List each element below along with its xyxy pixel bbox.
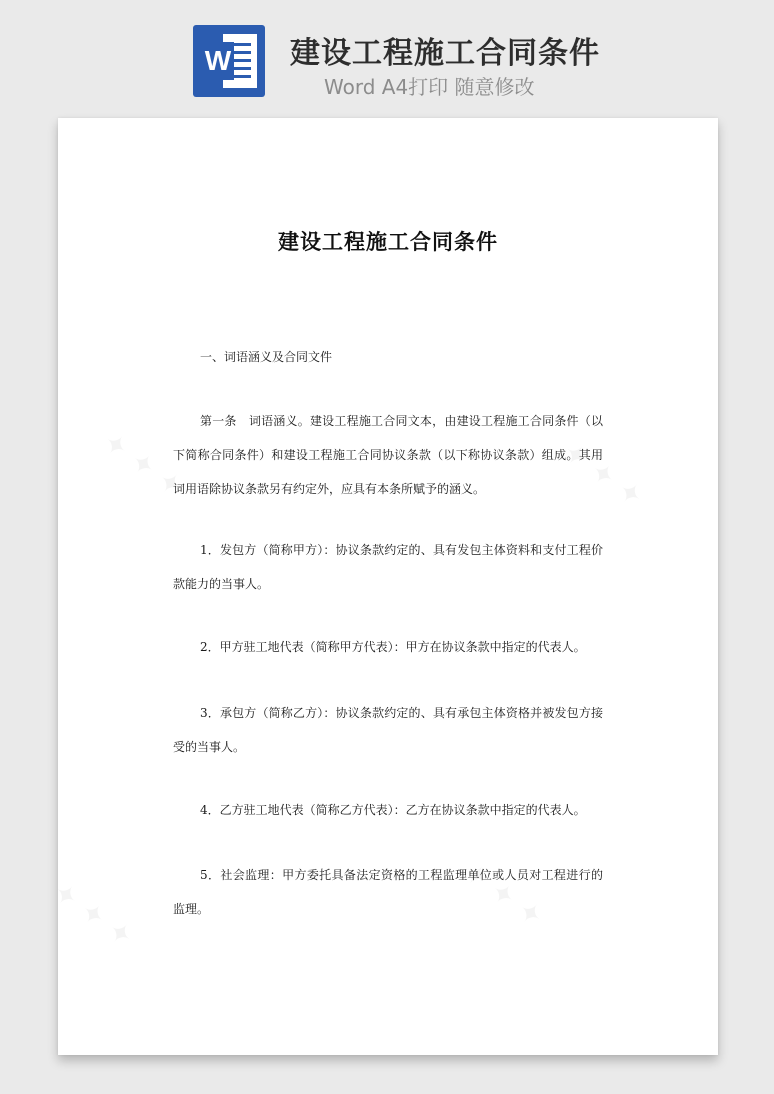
header-title: 建设工程施工合同条件 <box>290 36 600 71</box>
page-header <box>0 0 774 118</box>
paragraph-item-4: 4．乙方驻工地代表（简称乙方代表）：乙方在协议条款中指定的代表人。 <box>200 803 586 817</box>
document-title: 建设工程施工合同条件 <box>278 230 498 254</box>
paragraph-item-2: 2．甲方驻工地代表（简称甲方代表）：甲方在协议条款中指定的代表人。 <box>200 640 586 654</box>
word-icon <box>193 25 265 97</box>
paragraph-item-1: 1．发包方（简称甲方）：协议条款约定的、具有发包主体资料和支付工程价款能力的当事人。 <box>173 543 603 591</box>
paragraph-article-1: 第一条 词语涵义。建设工程施工合同文本，由建设工程施工合同条件（以下简称合同条件）和建设工程施工合同协议条款（以下称协议条款）组成。其用词用语除协议条款另有约定外，应具有本条所赋予的涵义。 <box>173 414 603 496</box>
header-subtitle: Word A4打印 随意修改 <box>324 75 535 99</box>
document-page <box>58 118 718 1055</box>
paragraph-item-3: 3．承包方（简称乙方）：协议条款约定的、具有承包主体资格并被发包方接受的当事人。 <box>173 706 603 754</box>
section-heading: 一、词语涵义及合同文件 <box>200 350 333 364</box>
word-icon-letter: W <box>202 42 234 80</box>
paragraph-item-5: 5．社会监理：甲方委托具备法定资格的工程监理单位或人员对工程进行的监理。 <box>173 868 603 916</box>
